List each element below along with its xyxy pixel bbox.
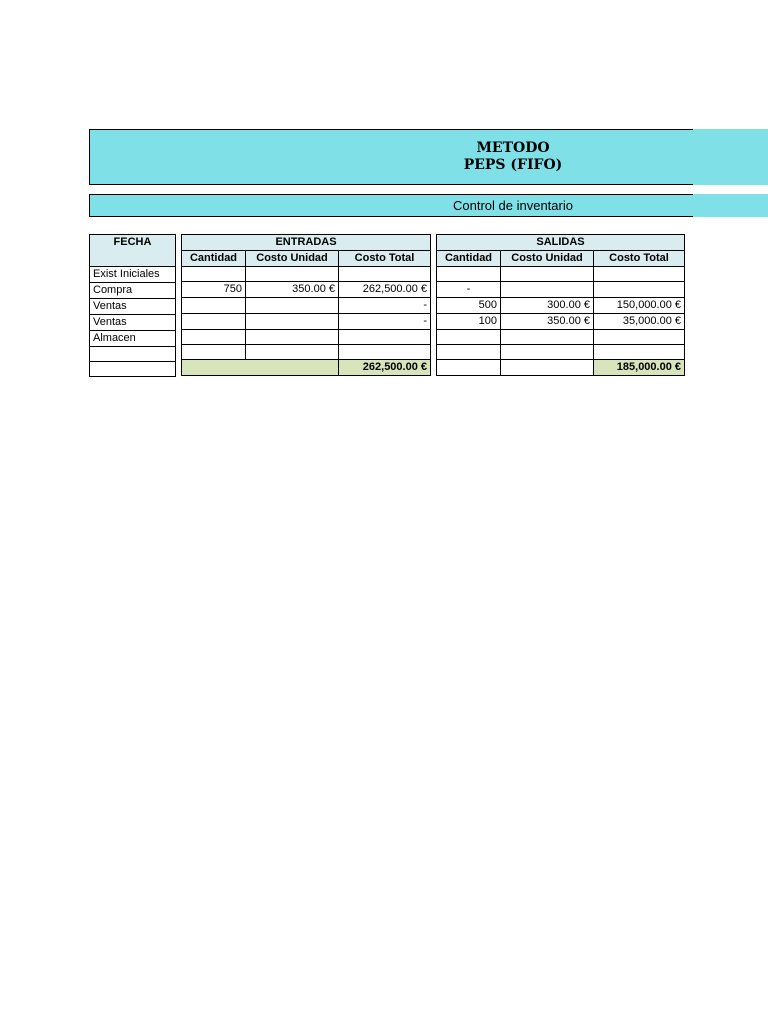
entradas-costo-total-cell[interactable] xyxy=(339,345,431,360)
salidas-total-empty[interactable] xyxy=(501,360,594,376)
entradas-row xyxy=(182,330,431,345)
salidas-row xyxy=(437,330,685,345)
salidas-cantidad-cell[interactable] xyxy=(437,345,501,360)
entradas-cantidad-cell[interactable] xyxy=(182,330,246,345)
entradas-costo-total-cell[interactable] xyxy=(339,330,431,345)
entradas-row xyxy=(182,282,431,298)
fecha-cell[interactable] xyxy=(90,347,176,362)
entradas-costo-unidad-cell[interactable]: 350.00 € xyxy=(246,282,339,298)
salidas-costo-unidad-cell[interactable] xyxy=(501,267,594,282)
salidas-costo-unidad-cell[interactable] xyxy=(501,330,594,345)
salidas-costo-unidad-cell[interactable]: 300.00 € xyxy=(501,298,594,314)
entradas-costo-total-cell[interactable]: - xyxy=(339,314,431,330)
entradas-total-value[interactable]: 262,500.00 € xyxy=(339,360,431,376)
entradas-costo-unidad-cell[interactable] xyxy=(246,330,339,345)
entradas-cantidad-cell[interactable]: 750 xyxy=(182,282,246,298)
entradas-cantidad-cell[interactable] xyxy=(182,314,246,330)
salidas-col-costo-unidad[interactable]: Costo Unidad xyxy=(501,251,594,267)
salidas-costo-total-cell[interactable]: 35,000.00 € xyxy=(594,314,685,330)
entradas-cantidad-cell[interactable] xyxy=(182,267,246,282)
fecha-cell[interactable] xyxy=(90,362,176,377)
salidas-cantidad-cell[interactable] xyxy=(437,267,501,282)
salidas-total-value[interactable]: 185,000.00 € xyxy=(594,360,685,376)
entradas-header[interactable]: ENTRADAS xyxy=(182,235,431,251)
salidas-table xyxy=(436,234,685,376)
entradas-col-costo-unidad[interactable]: Costo Unidad xyxy=(246,251,339,267)
entradas-costo-total-cell[interactable] xyxy=(339,267,431,282)
salidas-total-row xyxy=(437,360,685,376)
title-line-1: METODO xyxy=(476,140,550,156)
salidas-cantidad-cell[interactable] xyxy=(437,330,501,345)
entradas-costo-total-cell[interactable]: - xyxy=(339,298,431,314)
salidas-row xyxy=(437,298,685,314)
salidas-row xyxy=(437,267,685,282)
salidas-total-empty[interactable] xyxy=(437,360,501,376)
salidas-costo-total-cell[interactable] xyxy=(594,345,685,360)
fecha-cell[interactable]: Ventas xyxy=(90,315,176,331)
entradas-total-fill[interactable] xyxy=(182,360,339,376)
salidas-col-cantidad[interactable]: Cantidad xyxy=(437,251,501,267)
salidas-cantidad-cell[interactable]: 500 xyxy=(437,298,501,314)
fecha-header[interactable]: FECHA xyxy=(90,235,176,267)
entradas-col-cantidad[interactable]: Cantidad xyxy=(182,251,246,267)
entradas-row xyxy=(182,345,431,360)
entradas-costo-unidad-cell[interactable] xyxy=(246,345,339,360)
salidas-row xyxy=(437,282,685,298)
salidas-costo-total-cell[interactable] xyxy=(594,282,685,298)
entradas-row xyxy=(182,267,431,282)
entradas-row xyxy=(182,298,431,314)
entradas-costo-unidad-cell[interactable] xyxy=(246,267,339,282)
subtitle-label: Control de inventario xyxy=(453,198,573,213)
salidas-row xyxy=(437,314,685,330)
salidas-header[interactable]: SALIDAS xyxy=(437,235,685,251)
entradas-col-costo-total[interactable]: Costo Total xyxy=(339,251,431,267)
fecha-cell[interactable]: Almacen xyxy=(90,331,176,347)
salidas-costo-unidad-cell[interactable]: 350.00 € xyxy=(501,314,594,330)
entradas-costo-unidad-cell[interactable] xyxy=(246,314,339,330)
fecha-cell[interactable]: Exist Iniciales xyxy=(90,267,176,283)
salidas-costo-total-cell[interactable] xyxy=(594,267,685,282)
fecha-cell[interactable]: Ventas xyxy=(90,299,176,315)
entradas-cantidad-cell[interactable] xyxy=(182,345,246,360)
salidas-costo-total-cell[interactable]: 150,000.00 € xyxy=(594,298,685,314)
salidas-row xyxy=(437,345,685,360)
salidas-cantidad-cell[interactable]: 100 xyxy=(437,314,501,330)
salidas-cantidad-cell[interactable]: - xyxy=(437,282,501,298)
salidas-costo-unidad-cell[interactable] xyxy=(501,345,594,360)
entradas-costo-total-cell[interactable]: 262,500.00 € xyxy=(339,282,431,298)
salidas-costo-total-cell[interactable] xyxy=(594,330,685,345)
entradas-row xyxy=(182,314,431,330)
salidas-costo-unidad-cell[interactable] xyxy=(501,282,594,298)
entradas-total-row xyxy=(182,360,431,376)
salidas-col-costo-total[interactable]: Costo Total xyxy=(594,251,685,267)
entradas-table xyxy=(181,234,431,376)
fecha-cell[interactable]: Compra xyxy=(90,283,176,299)
entradas-cantidad-cell[interactable] xyxy=(182,298,246,314)
fecha-table xyxy=(89,234,176,377)
subtitle-banner xyxy=(89,194,768,217)
title-line-2: PEPS (FIFO) xyxy=(463,157,563,173)
title-banner xyxy=(89,129,768,185)
entradas-costo-unidad-cell[interactable] xyxy=(246,298,339,314)
